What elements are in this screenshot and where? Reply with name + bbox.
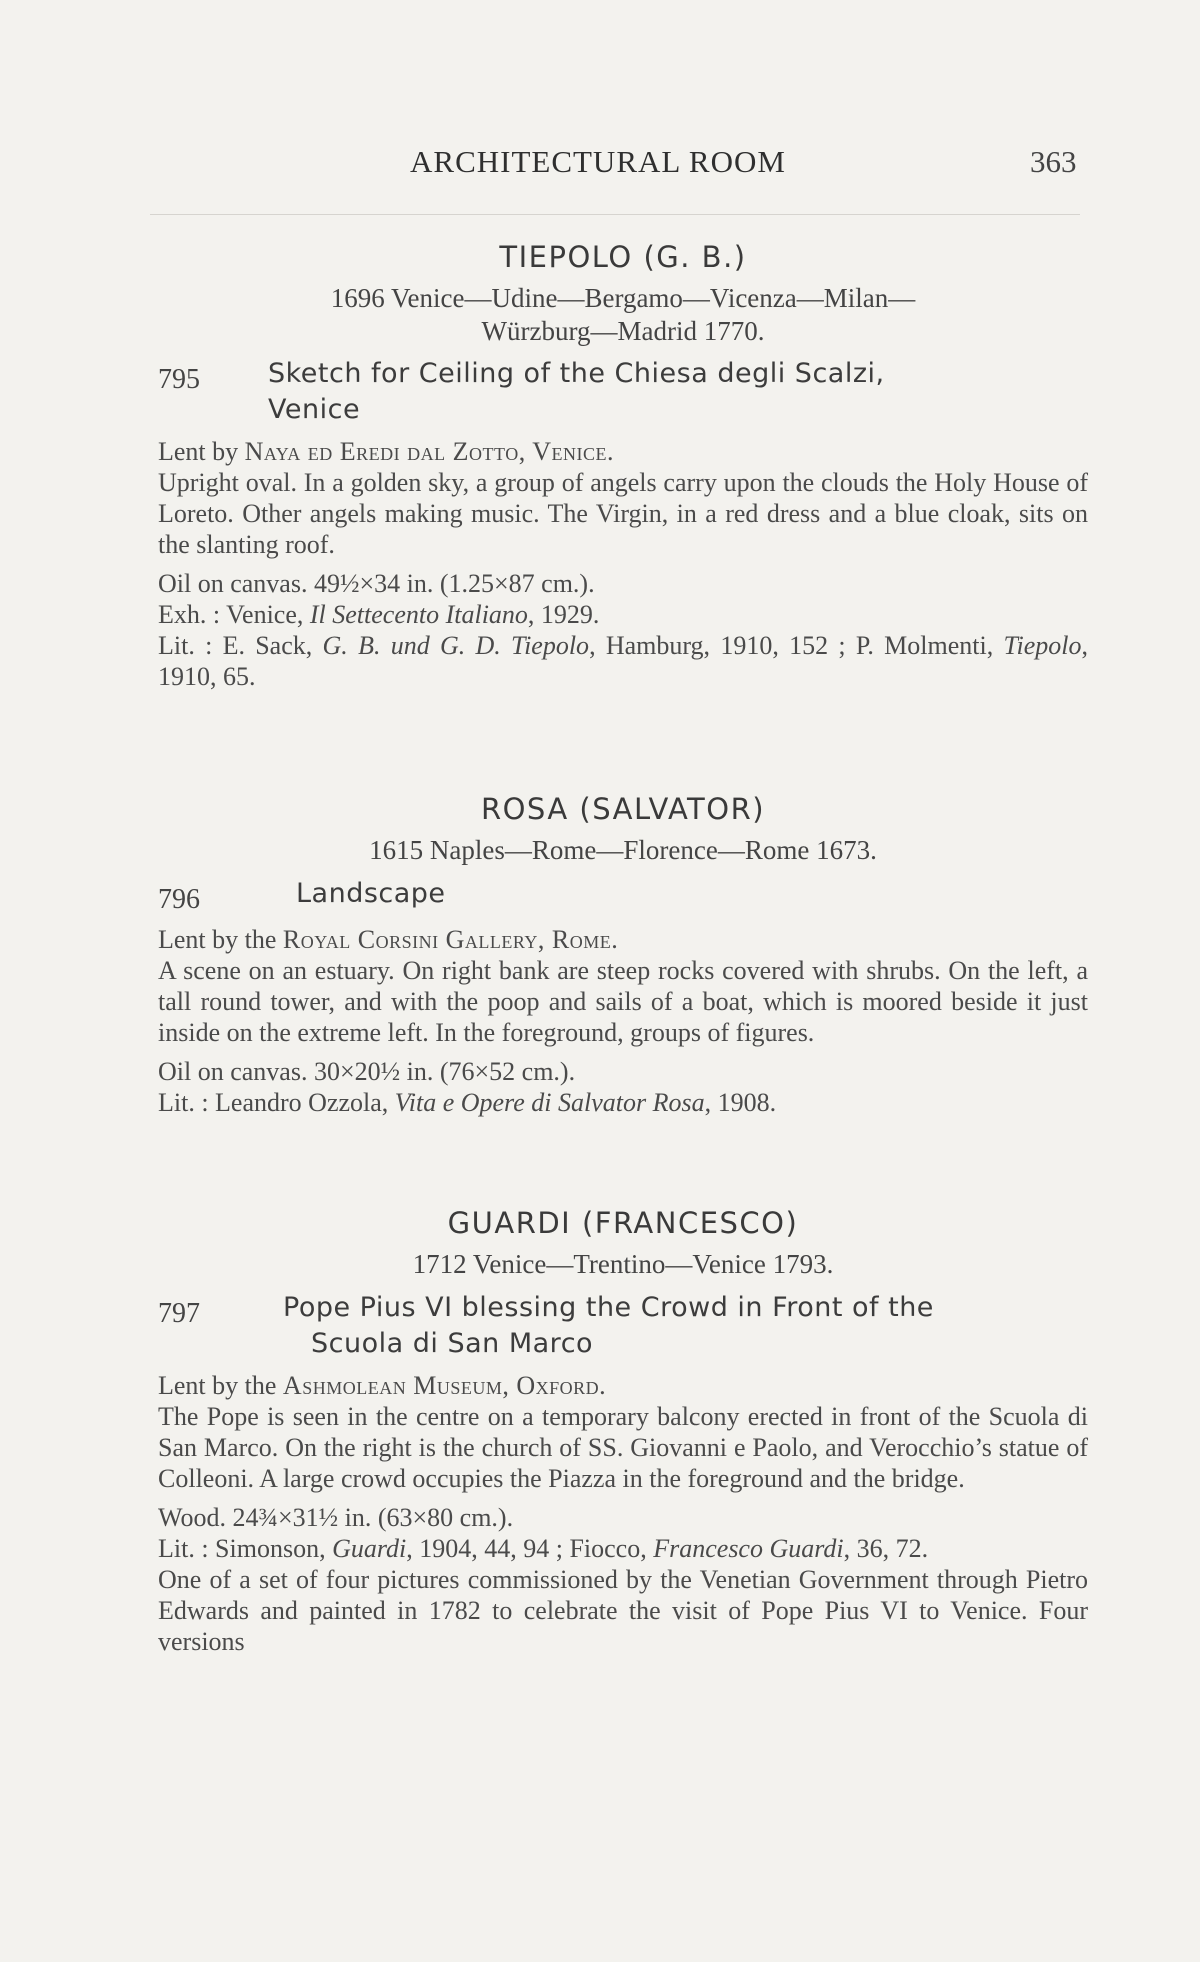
literature-suffix: , 1910, 65. xyxy=(158,631,1088,691)
description: A scene on an estuary. On right bank are steep rocks covered with shrubs. On the left, a tall round tower, and with the poop and sails of a boat, which is moored beside it just inside on the extreme left. In the foreground, groups of figures. xyxy=(158,956,1088,1047)
literature-suffix: , 1908. xyxy=(704,1088,777,1117)
literature-suffix: , 36, 72. xyxy=(843,1534,929,1563)
artist-name: ROSA (SALVATOR) xyxy=(480,792,766,826)
literature-mid: , 1904, 44, 94 ; Fiocco, xyxy=(406,1534,654,1563)
literature-prefix: Lit. : Simonson, xyxy=(158,1534,333,1563)
catalogue-number: 796 xyxy=(158,884,200,915)
exhibition-title: Il Settecento Italiano xyxy=(309,600,528,629)
exhibition-line xyxy=(158,599,1088,630)
running-head xyxy=(0,144,1200,184)
lender-name: Royal Corsini Gallery, Rome. xyxy=(282,925,619,954)
catalogue-number: 795 xyxy=(158,364,200,395)
lender-prefix: Lent by the xyxy=(158,1371,283,1400)
lender-name: Naya ed Eredi dal Zotto, Venice. xyxy=(244,437,614,466)
entry-title-line: Pope Pius VI blessing the Crowd in Front of the xyxy=(283,1292,934,1323)
description: The Pope is seen in the centre on a temporary balcony erected in front of the Scuola di San Marco. On the right is the church of SS. Giovanni e Paolo, and Verocchio’s statue of Colleoni. A large crowd occupies the Piazza in the foreground and the bridge. xyxy=(158,1402,1088,1493)
artist-heading-tiepolo xyxy=(158,240,1088,348)
artist-name: TIEPOLO (G. B.) xyxy=(499,240,747,274)
lender-line xyxy=(158,924,1088,955)
entry-title xyxy=(296,876,1088,912)
lender-prefix: Lent by the xyxy=(158,925,283,954)
page-number: 363 xyxy=(1030,144,1077,179)
entry-title-line: Venice xyxy=(268,394,361,425)
running-title: ARCHITECTURAL ROOM xyxy=(410,144,786,179)
artist-bio-line: Würzburg—Madrid 1770. xyxy=(481,316,765,346)
artist-bio-line: 1696 Venice—Udine—Bergamo—Vicenza—Milan— xyxy=(330,283,916,313)
artist-name: GUARDI (FRANCESCO) xyxy=(447,1206,799,1240)
entry-title-line: Landscape xyxy=(296,878,446,909)
catalogue-entry-795 xyxy=(158,356,1088,692)
literature-line xyxy=(158,1087,1088,1118)
literature-mid: , Hamburg, 1910, 152 ; P. Molmenti, xyxy=(589,631,1004,660)
catalogue-number: 797 xyxy=(158,1298,200,1329)
literature-title: G. B. und G. D. Tiepolo xyxy=(322,631,590,660)
artist-heading-guardi xyxy=(158,1206,1088,1281)
medium-dimensions: Oil on canvas. 30×20½ in. (76×52 cm.). xyxy=(158,1057,576,1086)
literature-line xyxy=(158,630,1088,692)
literature-title: Francesco Guardi xyxy=(653,1534,844,1563)
literature-prefix: Lit. : Leandro Ozzola, xyxy=(158,1088,395,1117)
exhibition-prefix: Exh. : Venice, xyxy=(158,600,310,629)
catalogue-entry-796 xyxy=(158,876,1088,1118)
artist-bio-line: 1615 Naples—Rome—Florence—Rome 1673. xyxy=(369,835,877,865)
entry-head xyxy=(158,356,1088,428)
entry-title-line: Scuola di San Marco xyxy=(311,1328,594,1359)
medium-dimensions: Wood. 24¾×31½ in. (63×80 cm.). xyxy=(158,1503,514,1532)
exhibition-suffix: , 1929. xyxy=(527,600,600,629)
medium-dimensions: Oil on canvas. 49½×34 in. (1.25×87 cm.). xyxy=(158,569,595,598)
catalogue-entry-797 xyxy=(158,1290,1088,1657)
header-rule xyxy=(150,214,1080,215)
lender-line xyxy=(158,436,1088,467)
artist-heading-rosa xyxy=(158,792,1088,867)
literature-title: Guardi xyxy=(332,1534,407,1563)
entry-head xyxy=(158,876,1088,916)
lender-prefix: Lent by xyxy=(158,437,245,466)
entry-head xyxy=(158,1290,1088,1362)
description: Upright oval. In a golden sky, a group of angels carry upon the clouds the Holy House of Loreto. Other angels making music. The Virgin, in a red dress and a blue cloak, sits on the slanting roof. xyxy=(158,468,1088,559)
entry-title xyxy=(268,356,1088,428)
literature-prefix: Lit. : E. Sack, xyxy=(158,631,323,660)
literature-title: Tiepolo xyxy=(1003,631,1082,660)
lender-line xyxy=(158,1370,1088,1401)
provenance-note: One of a set of four pictures commissioned by the Venetian Government through Pietro Edwards and painted in 1782 to celebrate the visit of Pope Pius VI to Venice. Four versions xyxy=(158,1565,1088,1656)
literature-line xyxy=(158,1533,1088,1564)
literature-title: Vita e Opere di Salvator Rosa xyxy=(394,1088,705,1117)
entry-title-line: Sketch for Ceiling of the Chiesa degli Scalzi, xyxy=(268,358,885,389)
entry-title xyxy=(283,1290,1088,1362)
artist-bio-line: 1712 Venice—Trentino—Venice 1793. xyxy=(412,1249,834,1279)
lender-name: Ashmolean Museum, Oxford. xyxy=(282,1371,607,1400)
